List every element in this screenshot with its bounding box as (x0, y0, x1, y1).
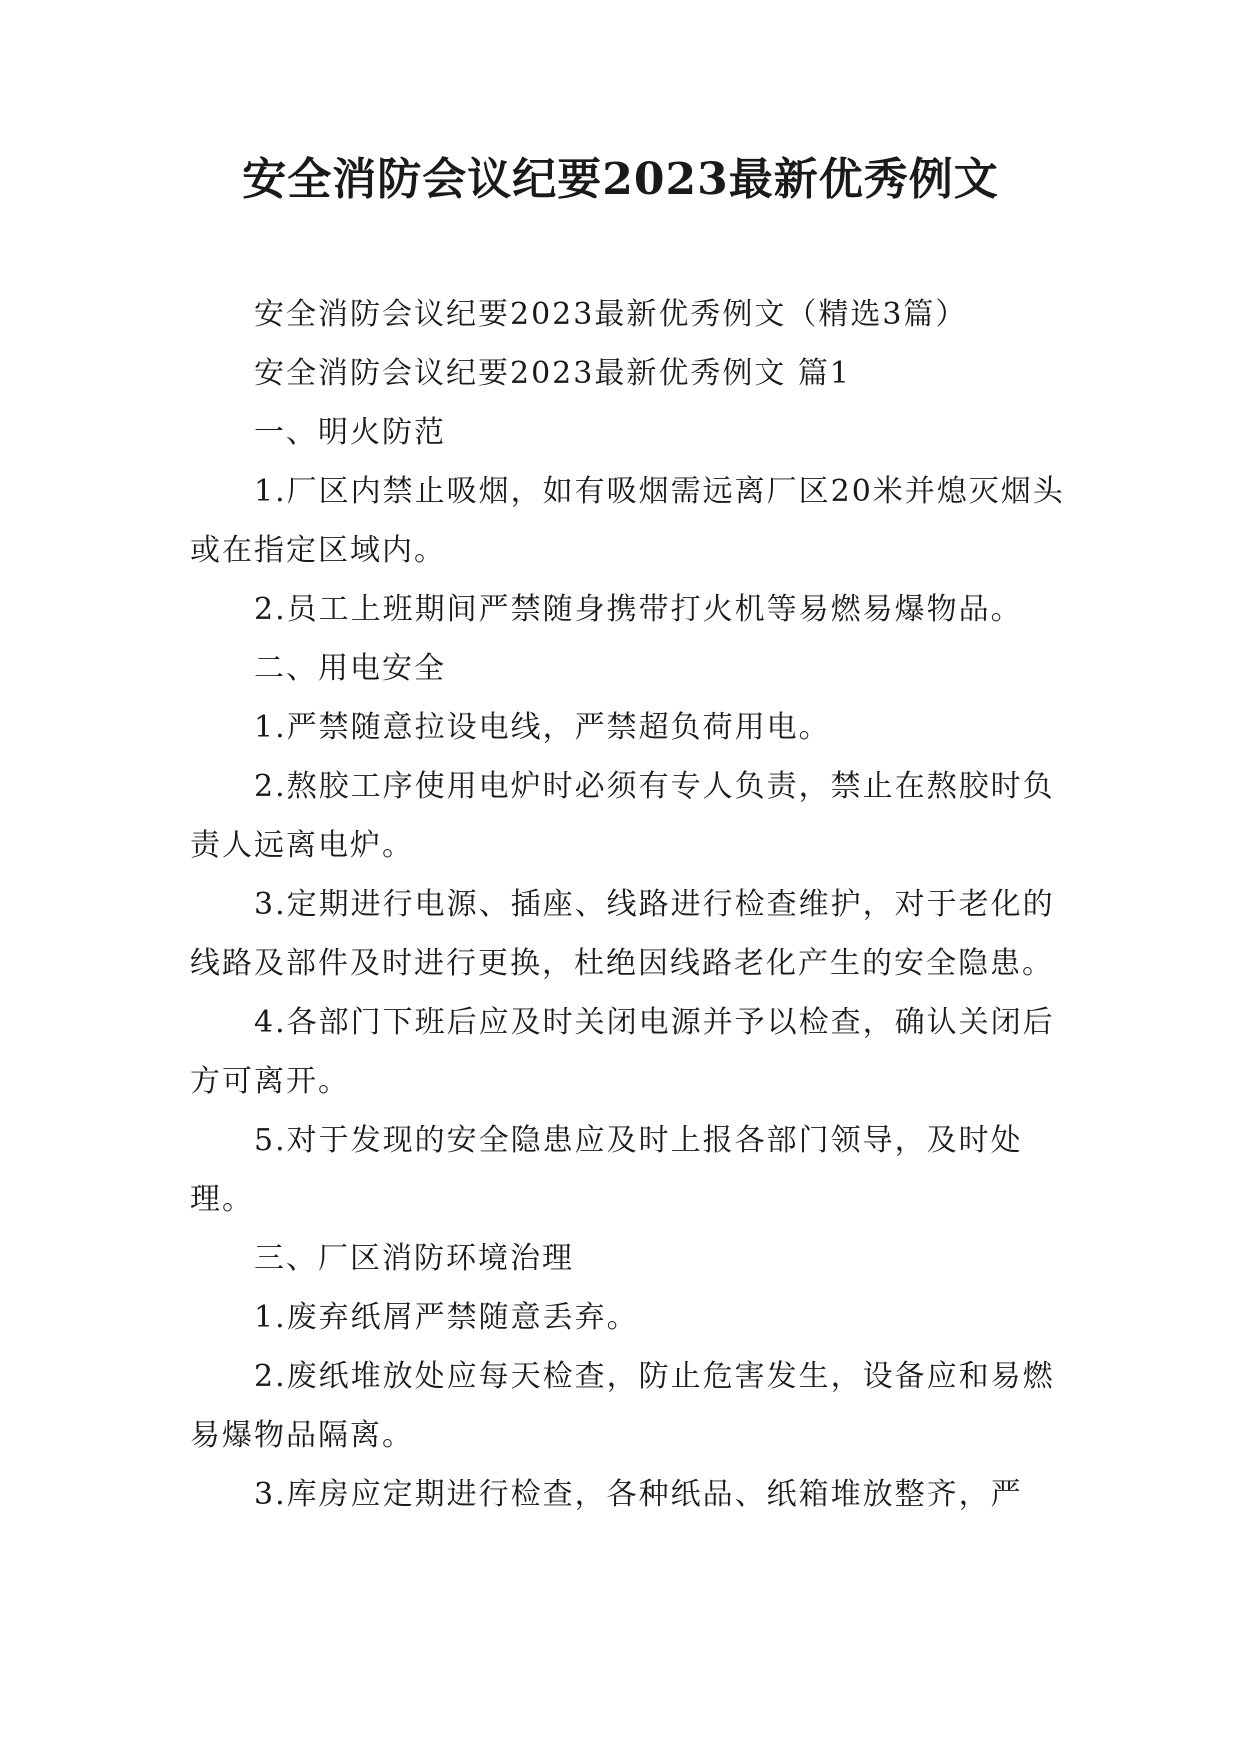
paragraph-item: 1.废弃纸屑严禁随意丢弃。 (254, 1300, 639, 1335)
document-body (190, 285, 1070, 1524)
paragraph-article-heading: 安全消防会议纪要2023最新优秀例文 篇1 (254, 356, 851, 391)
paragraph-item: 2.员工上班期间严禁随身携带打火机等易燃易爆物品。 (254, 592, 1023, 627)
paragraph-item: 1.严禁随意拉设电线，严禁超负荷用电。 (254, 710, 831, 745)
document-title: 安全消防会议纪要2023最新优秀例文 (242, 154, 999, 205)
paragraph-item: 2.废纸堆放处应每天检查，防止危害发生，设备应和易燃易爆物品隔离。 (190, 1359, 1055, 1453)
paragraph-item: 3.库房应定期进行检查，各种纸品、纸箱堆放整齐，严 (254, 1477, 1023, 1512)
section-heading-electrical: 二、用电安全 (254, 651, 446, 686)
paragraph-item: 5.对于发现的安全隐患应及时上报各部门领导，及时处理。 (190, 1123, 1023, 1217)
paragraph-item: 2.熬胶工序使用电炉时必须有专人负责，禁止在熬胶时负责人远离电炉。 (190, 769, 1055, 863)
paragraph-item: 3.定期进行电源、插座、线路进行检查维护，对于老化的线路及部件及时进行更换，杜绝因线路老化产生的安全隐患。 (190, 887, 1055, 981)
paragraph-item: 1.厂区内禁止吸烟，如有吸烟需远离厂区20米并熄灭烟头或在指定区域内。 (190, 474, 1065, 568)
section-heading-open-fire: 一、明火防范 (254, 415, 446, 450)
paragraph-intro: 安全消防会议纪要2023最新优秀例文（精选3篇） (254, 297, 968, 332)
paragraph-item: 4.各部门下班后应及时关闭电源并予以检查，确认关闭后方可离开。 (190, 1005, 1055, 1099)
section-heading-fire-environment: 三、厂区消防环境治理 (254, 1241, 574, 1276)
